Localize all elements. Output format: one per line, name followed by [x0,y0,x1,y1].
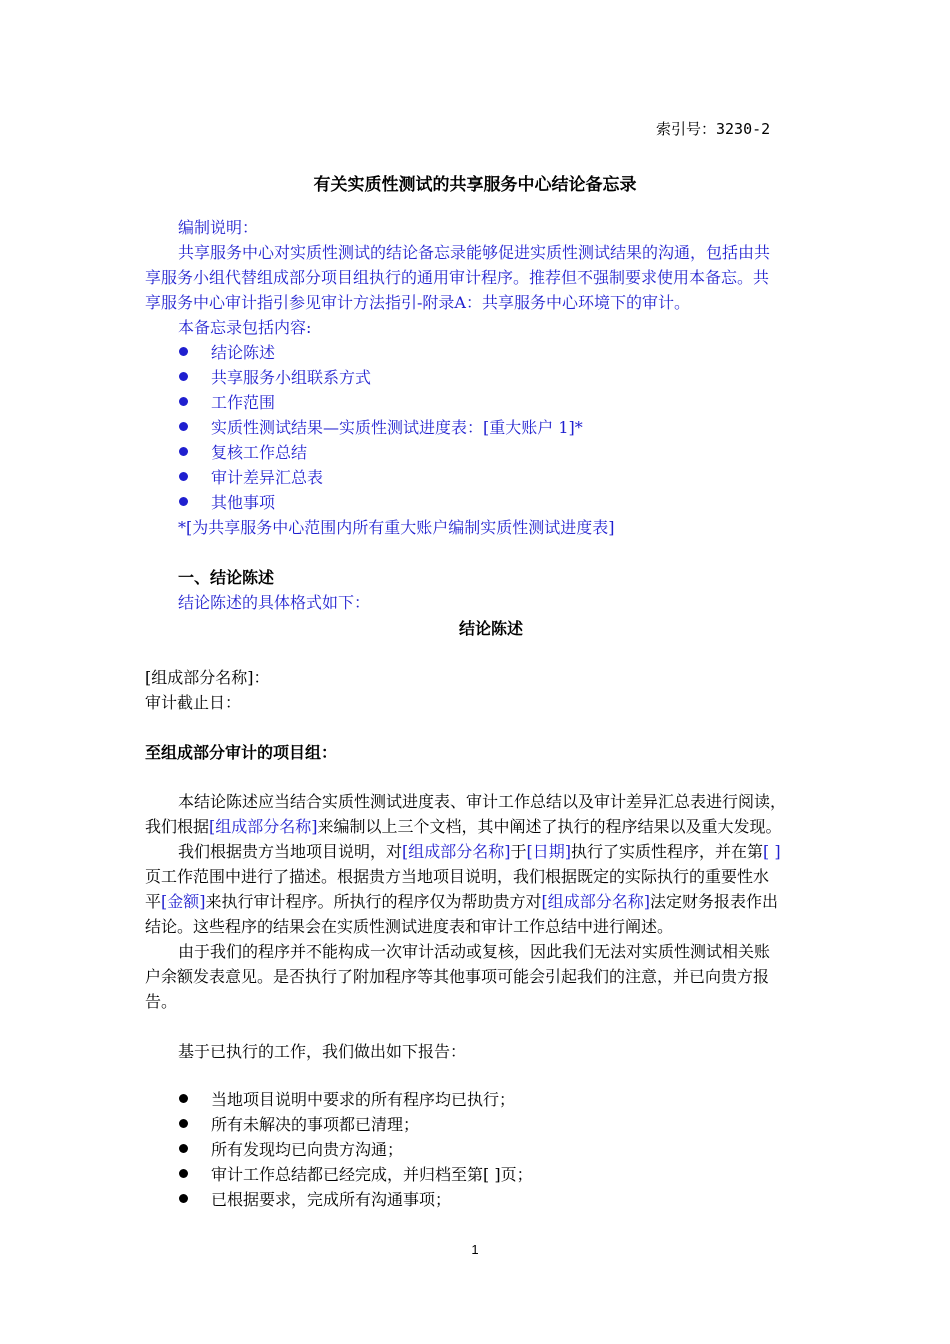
index-reference: 索引号：3230-2 [656,120,771,138]
contents-item: 审计差异汇总表 [211,468,324,487]
paragraph-line: 告。 [145,992,178,1011]
format-note: 结论陈述的具体格式如下： [178,593,371,612]
placeholder-component-name: [组成部分名称] [209,817,318,836]
bullet-icon [179,497,188,506]
contents-item: 工作范围 [211,393,276,412]
bullet-icon [179,472,188,481]
contents-item: 实质性测试结果—实质性测试进度表：[重大账户 1]* [211,418,583,437]
page-number: 1 [471,1242,479,1257]
bullet-icon [179,372,188,381]
bullet-icon [179,1144,188,1153]
component-name-field: [组成部分名称]： [145,668,270,687]
paragraph-line: 结论。这些程序的结果会在实质性测试进度表和审计工作总结中进行阐述。 [145,917,674,936]
report-item: 已根据要求，完成所有沟通事项； [211,1190,452,1209]
placeholder-amount: [金额] [161,892,206,911]
report-item: 所有发现均已向贵方沟通； [211,1140,404,1159]
bullet-icon [179,1094,188,1103]
bullet-icon [179,447,188,456]
placeholder-component-name: [组成部分名称] [541,892,651,911]
cutoff-date-field: 审计截止日： [145,693,242,712]
section-heading: 一、结论陈述 [178,568,275,587]
paragraph-line: 页工作范围中进行了描述。根据贵方当地项目说明，我们根据既定的实际执行的重要性水 [145,867,770,886]
contents-item: 共享服务小组联系方式 [211,368,372,387]
placeholder-component-name: [组成部分名称] [402,842,511,861]
statement-subtitle: 结论陈述 [459,619,524,638]
contents-item: 其他事项 [211,493,276,512]
paragraph-line: 平[金额]来执行审计程序。所执行的程序仅为帮助贵方对[组成部分名称]法定财务报表作出 [145,892,779,911]
bullet-icon [179,1194,188,1203]
contents-item: 复核工作总结 [211,443,308,462]
report-intro: 基于已执行的工作，我们做出如下报告： [178,1042,467,1061]
placeholder-page: [ ] [763,842,781,861]
document-title: 有关实质性测试的共享服务中心结论备忘录 [313,175,637,195]
paragraph-line: 由于我们的程序并不能构成一次审计活动或复核，因此我们无法对实质性测试相关账 [178,942,771,961]
paragraph-line: 户余额发表意见。是否执行了附加程序等其他事项可能会引起我们的注意，并已向贵方报 [145,967,770,986]
notes-line: 享服务小组代替组成部分项目组执行的通用审计程序。推荐但不强制要求使用本备忘。共 [145,268,770,287]
bullet-icon [179,347,188,356]
bullet-icon [179,422,188,431]
notes-line: 享服务中心审计指引参见审计方法指引-附录A：共享服务中心环境下的审计。 [145,293,690,312]
contents-heading: 本备忘录包括内容: [178,318,312,337]
addressee: 至组成部分审计的项目组： [145,743,338,762]
notes-line: 共享服务中心对实质性测试的结论备忘录能够促进实质性测试结果的沟通，包括由共 [178,243,771,262]
report-item: 审计工作总结都已经完成，并归档至第[ ]页； [211,1165,533,1184]
paragraph-line: 我们根据贵方当地项目说明，对[组成部分名称]于[日期]执行了实质性程序，并在第[ ] [178,842,781,861]
report-item: 当地项目说明中要求的所有程序均已执行； [211,1090,516,1109]
paragraph-line: 我们根据[组成部分名称]来编制以上三个文档，其中阐述了执行的程序结果以及重大发现。 [145,817,782,836]
contents-footnote: *[为共享服务中心范围内所有重大账户编制实质性测试进度表] [178,518,615,537]
bullet-icon [179,1119,188,1128]
paragraph-line: 本结论陈述应当结合实质性测试进度表、审计工作总结以及审计差异汇总表进行阅读， [178,792,787,811]
contents-item: 结论陈述 [211,343,276,362]
placeholder-date: [日期] [526,842,572,861]
notes-heading: 编制说明： [178,218,259,237]
bullet-icon [179,397,188,406]
bullet-icon [179,1169,188,1178]
report-item: 所有未解决的事项都已清理； [211,1115,420,1134]
